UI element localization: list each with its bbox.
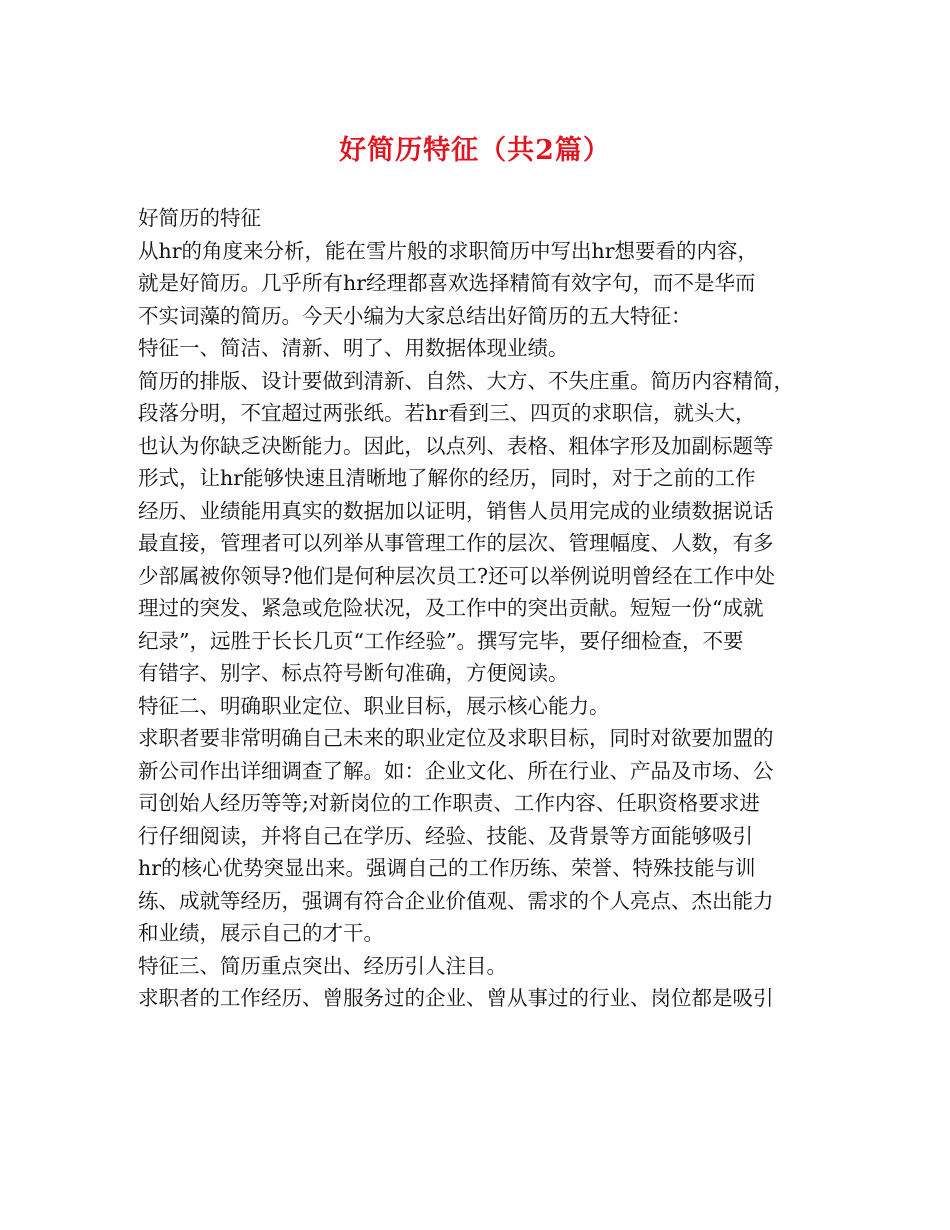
text-line: 和业绩，展示自己的才干。: [138, 921, 384, 945]
text-line: 就是好简历。几乎所有hr经理都喜欢选择精简有效字句，而不是华而: [138, 271, 756, 295]
text-line: 求职者要非常明确自己未来的职业定位及求职目标，同时对欲要加盟的: [138, 726, 774, 750]
text-line: 行仔细阅读，并将自己在学历、经验、技能、及背景等方面能够吸引: [138, 823, 753, 848]
text-line: 司创始人经历等等;对新岗位的工作职责、工作内容、任职资格要求进: [138, 791, 760, 815]
document-title: 好简历特征（共2篇）: [339, 135, 611, 166]
text-line: 段落分明，不宜超过两张纸。若hr看到三、四页的求职信，就头大，: [138, 401, 756, 425]
text-line: 有错字、别字、标点符号断句准确，方便阅读。: [138, 661, 569, 685]
text-line: 练、成就等经历，强调有符合企业价值观、需求的个人亮点、杰出能力: [138, 888, 774, 913]
text-line: 形式，让hr能够快速且清晰地了解你的经历，同时，对于之前的工作: [138, 466, 756, 490]
text-line: 特征三、简历重点突出、经历引人注目。: [138, 953, 507, 978]
text-line: 最直接，管理者可以列举从事管理工作的层次、管理幅度、人数，有多: [138, 531, 774, 555]
text-line: 特征二、明确职业定位、职业目标，展示核心能力。: [138, 693, 610, 718]
text-line: 也认为你缺乏决断能力。因此，以点列、表格、粗体字形及加副标题等: [138, 433, 774, 458]
text-line: 从hr的角度来分析，能在雪片般的求职简历中写出hr想要看的内容，: [138, 238, 759, 263]
text-line: 新公司作出详细调查了解。如：企业文化、所在行业、产品及市场、公: [138, 758, 774, 783]
text-line: 纪录”，远胜于长长几页“工作经验”。撰写完毕，要仔细检查，不要: [138, 628, 744, 653]
text-line: hr的核心优势突显出来。强调自己的工作历练、荣誉、特殊技能与训: [138, 856, 756, 880]
text-line: 好简历的特征: [138, 206, 261, 230]
text-line: 特征一、简洁、清新、明了、用数据体现业绩。: [138, 336, 569, 360]
text-line: 少部属被你领导?他们是何种层次员工?还可以举例说明曾经在工作中处: [138, 563, 775, 588]
text-line: 求职者的工作经历、曾服务过的企业、曾从事过的行业、岗位都是吸引: [138, 986, 774, 1010]
document-body: [138, 202, 828, 1015]
text-line: 简历的排版、设计要做到清新、自然、大方、不失庄重。简历内容精简，: [138, 368, 794, 393]
text-line: 经历、业绩能用真实的数据加以证明，销售人员用完成的业绩数据说话: [138, 498, 774, 523]
text-line: 理过的突发、紧急或危险状况，及工作中的突出贡献。短短一份“成就: [138, 596, 764, 620]
text-line: 不实词藻的简历。今天小编为大家总结出好简历的五大特征：: [138, 303, 692, 328]
